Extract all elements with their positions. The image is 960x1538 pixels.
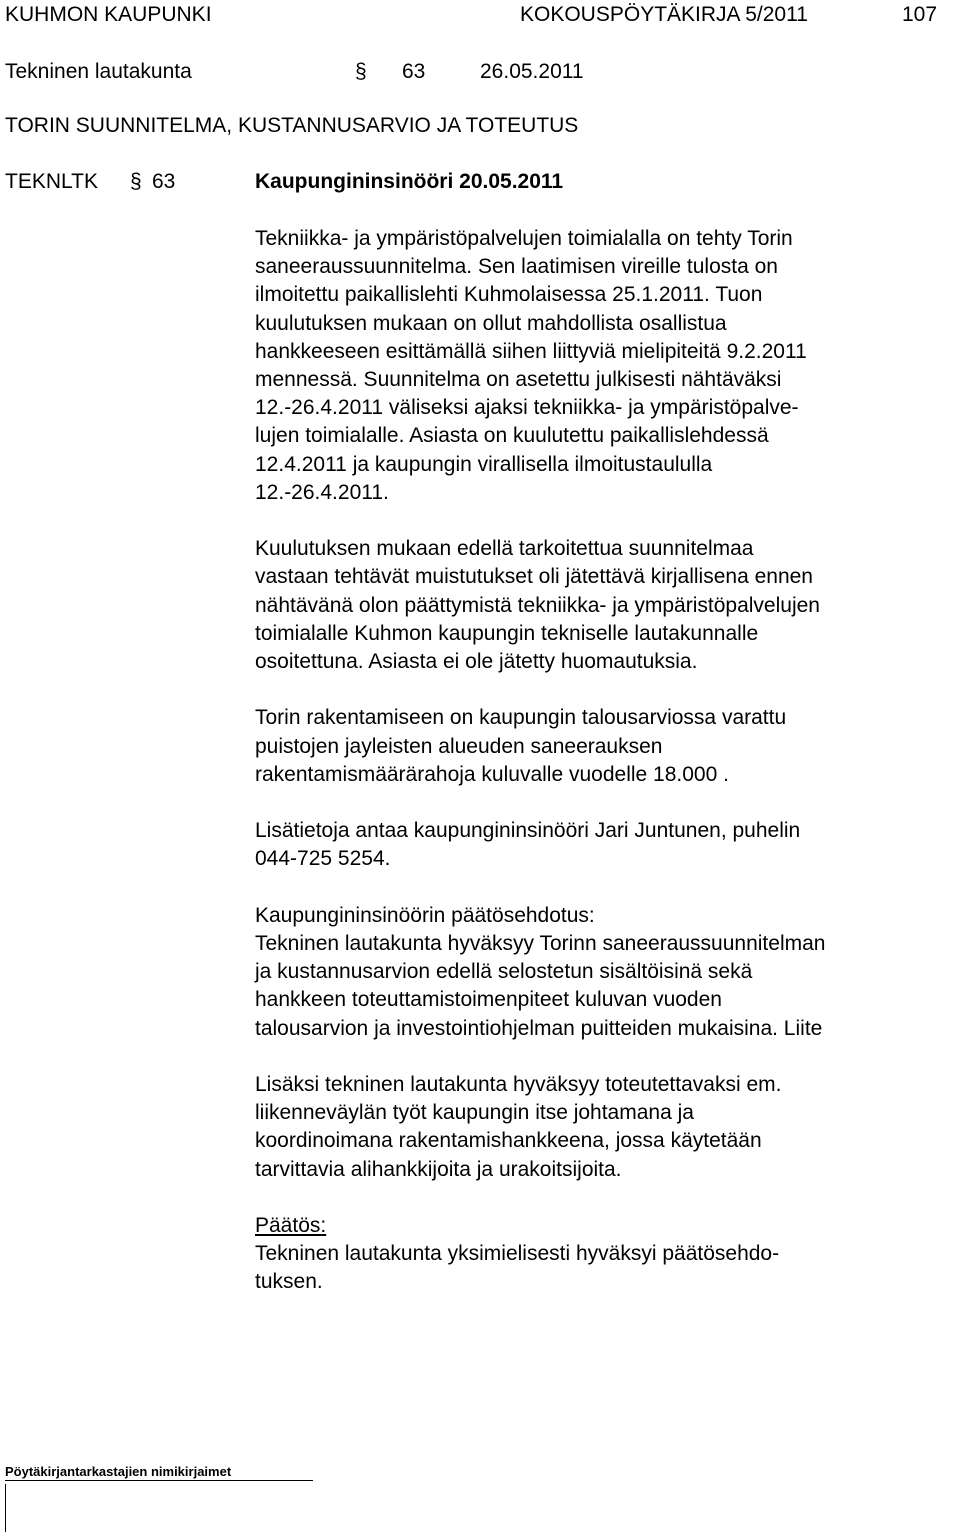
decision-text: Tekninen lautakunta yksimielisesti hyväksyi päätösehdo- tuksen.: [255, 1242, 780, 1294]
header-org: KUHMON KAUPUNKI: [5, 3, 212, 26]
paragraph-contact: Lisätietoja antaa kaupungininsinööri Jari Juntunen, puhelin 044-725 5254.: [255, 819, 801, 871]
header-doc-title: KOKOUSPÖYTÄKIRJA 5/2011: [520, 3, 808, 26]
header-page-number: 107: [902, 3, 938, 26]
paragraph-budget: Torin rakentamiseen on kaupungin talousarviossa varattu puistojen jayleisten alueuden saneerauksen rakentamismäärärahoja kuluvalle vuodelle 18.000 .: [255, 706, 787, 786]
meeting-section: 63: [402, 60, 426, 83]
paragraph-objections: Kuulutuksen mukaan edellä tarkoitettua suunnitelmaa vastaan tehtävät muistutukset oli jätettävä kirjallisena ennen nähtävänä olon päättymistä tekniikka- ja ympäristöpalvelujen toimialalle Kuhmon kaupungin tekniselle lautakunnalle osoitettuna. Asiasta ei ole jätetty huomautuksia.: [255, 537, 820, 674]
paragraph-background: Tekniikka- ja ympäristöpalvelujen toimialalla on tehty Torin saneeraussuunnitelma. Sen laatimisen vireille tulosta on ilmoitettu paikallislehti Kuhmolaisessa 25.1.2011. Tuon kuulutuksen mukaan on ollut mahdollista osallistua hankkeeseen esittämällä siihen liittyviä mielipiteitä 9.2.2011 mennessä. Suunnitelma on asetettu julkisesti nähtäväksi 12.-26.4.2011 väliseksi ajaksi tekniikka- ja ympäristöpalve- lujen toimialalle. Asiasta on kuulutettu paikallislehdessä 12.4.2011 ja kaupungin virallisella ilmoitustaululla 12.-26.4.2011.: [255, 227, 807, 504]
ref-author-date: Kaupungininsinööri 20.05.2011: [255, 170, 564, 193]
proposal-text: Tekninen lautakunta hyväksyy Torinn saneeraussuunnitelman ja kustannusarvion edellä selostetun sisältöisinä sekä hankkeen toteuttamistoimenpiteet kuluvan vuoden talousarvion ja investointiohjelman puitteiden mukaisina. Liite: [255, 932, 826, 1040]
ref-section: 63: [152, 170, 176, 193]
footer-signature-box: [5, 1484, 6, 1532]
meeting-date: 26.05.2011: [480, 60, 584, 83]
meeting-body: Tekninen lautakunta: [5, 60, 192, 83]
document-title: TORIN SUUNNITELMA, KUSTANNUSARVIO JA TOTEUTUS: [5, 114, 579, 137]
decision-heading: Päätös:: [255, 1214, 327, 1238]
footer-signature-label: Pöytäkirjantarkastajien nimikirjaimet: [5, 1464, 313, 1481]
document-body: [255, 225, 955, 1297]
proposal-heading: Kaupungininsinöörin päätösehdotus:: [255, 903, 595, 927]
section-sign: §: [355, 60, 367, 83]
ref-section-sign: §: [130, 170, 142, 193]
ref-code: TEKNLTK: [5, 170, 98, 193]
paragraph-addition: Lisäksi tekninen lautakunta hyväksyy toteutettavaksi em. liikenneväylän työt kaupungin itse johtamana ja koordinoimana rakentamishankkeena, jossa käytetään tarvittavia alihankkijoita ja urakoitsijoita.: [255, 1073, 782, 1181]
